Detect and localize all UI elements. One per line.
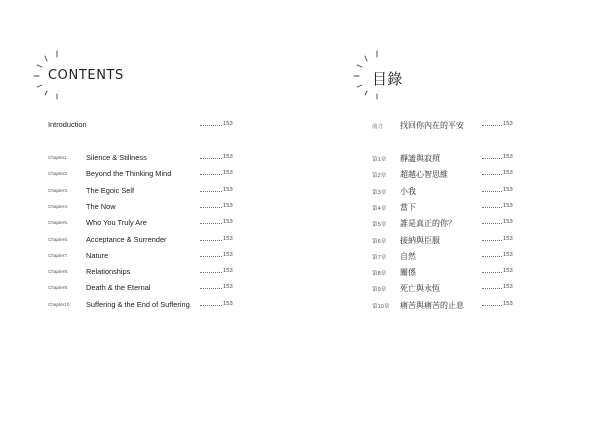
chapter-label: 第2章 xyxy=(372,173,387,180)
page-number: 153 xyxy=(223,300,233,307)
chapter-label: 第6章 xyxy=(372,238,387,245)
leader-dots xyxy=(482,223,502,224)
page-number: 153 xyxy=(223,268,233,275)
chapter-title: Death & the Eternal xyxy=(86,283,151,293)
chapter-label: 第9章 xyxy=(372,287,387,294)
page-number: 153 xyxy=(503,235,513,242)
toc-chapter-row[interactable] xyxy=(300,169,600,181)
chapter-title: Relationships xyxy=(86,267,131,277)
leader-dots xyxy=(200,191,222,192)
toc-chapter-row[interactable] xyxy=(300,218,600,230)
page-number: 153 xyxy=(223,284,233,291)
chapter-title: Suffering & the End of Suffering xyxy=(86,299,190,309)
chapter-title: 痛苦與痛苦的止息 xyxy=(400,300,464,310)
right-page xyxy=(300,0,600,426)
page-number: 153 xyxy=(503,170,513,177)
page-number: 153 xyxy=(503,219,513,226)
toc-chapter-row[interactable] xyxy=(300,235,600,247)
page-number: 153 xyxy=(503,300,513,307)
chapter-title: 小我 xyxy=(400,186,416,196)
toc-chapter-row[interactable] xyxy=(300,251,600,263)
leader-dots xyxy=(482,288,502,289)
page-number: 153 xyxy=(223,202,233,209)
page-number: 153 xyxy=(503,121,513,127)
toc-intro-row[interactable] xyxy=(0,120,300,132)
leader-dots xyxy=(200,174,222,175)
chapter-label: Chapter7. xyxy=(48,252,69,258)
chapter-label: 第10章 xyxy=(372,303,390,310)
chapter-label: 第4章 xyxy=(372,205,387,212)
toc-chapter-row[interactable] xyxy=(0,300,300,312)
toc-chapter-row[interactable] xyxy=(0,283,300,295)
toc-intro-title: 找回你內在的平安 xyxy=(400,121,464,130)
leader-dots xyxy=(482,158,502,159)
toc-chapter-row[interactable] xyxy=(300,153,600,165)
chapter-title: 誰是真正的你？ xyxy=(400,219,456,229)
toc-chapter-row[interactable] xyxy=(300,283,600,295)
page-number: 153 xyxy=(503,284,513,291)
leader-dots xyxy=(200,240,222,241)
page-number: 153 xyxy=(223,154,233,160)
page-number: 153 xyxy=(223,251,233,258)
page-number: 153 xyxy=(223,235,233,242)
chapter-title: 死亡與永恆 xyxy=(400,284,440,294)
chapter-label: Chapter8. xyxy=(48,269,69,275)
toc-chapter-row[interactable] xyxy=(0,218,300,230)
toc-chapter-row[interactable] xyxy=(300,267,600,279)
leader-dots xyxy=(482,240,502,241)
page-title: 目錄 xyxy=(372,70,403,88)
leader-dots xyxy=(482,272,502,273)
leader-dots xyxy=(200,207,222,208)
page-number: 153 xyxy=(503,186,513,193)
chapter-label: 第1章 xyxy=(372,157,387,163)
chapter-title: 接納與臣服 xyxy=(400,235,440,245)
page-number: 153 xyxy=(223,170,233,177)
page-number: 153 xyxy=(223,121,233,127)
toc-chapter-row[interactable] xyxy=(0,169,300,181)
chapter-title: 靜謐與寂照 xyxy=(400,154,440,163)
leader-dots xyxy=(482,305,502,306)
page-number: 153 xyxy=(503,202,513,209)
leader-dots xyxy=(482,207,502,208)
leader-dots xyxy=(482,191,502,192)
toc-intro-row[interactable] xyxy=(300,120,600,132)
chapter-title: 關係 xyxy=(400,268,416,278)
chapter-title: The Egoic Self xyxy=(86,185,135,195)
toc-chapter-row[interactable] xyxy=(0,202,300,214)
chapter-label: Chapter3. xyxy=(48,187,69,193)
leader-dots xyxy=(200,305,222,306)
chapter-label: Chapter9. xyxy=(48,285,69,291)
chapter-label: Chapter6. xyxy=(48,236,69,242)
toc-chapter-row[interactable] xyxy=(0,153,300,165)
leader-dots xyxy=(482,256,502,257)
chapter-label: Chapter4. xyxy=(48,203,69,209)
chapter-label: 第3章 xyxy=(372,189,387,196)
toc-chapter-row[interactable] xyxy=(0,251,300,263)
page-number: 153 xyxy=(223,186,233,193)
chapter-label: Chapter5. xyxy=(48,220,69,226)
page-number: 153 xyxy=(503,268,513,275)
chapter-title: Who You Truly Are xyxy=(86,218,147,228)
chapter-title: 超越心智思維 xyxy=(400,170,448,180)
leader-dots xyxy=(200,272,222,273)
toc-intro-label: 前言 xyxy=(372,124,384,130)
page-number: 153 xyxy=(503,154,513,160)
toc-chapter-row[interactable] xyxy=(300,300,600,312)
leader-dots xyxy=(200,223,222,224)
chapter-label: 第5章 xyxy=(372,222,387,229)
leader-dots xyxy=(200,288,222,289)
chapter-label: Chapter10. xyxy=(48,301,71,307)
chapter-label: 第7章 xyxy=(372,254,387,261)
toc-chapter-row[interactable] xyxy=(0,186,300,198)
page-number: 153 xyxy=(503,251,513,258)
page-title: CONTENTS xyxy=(48,68,124,83)
chapter-label: 第8章 xyxy=(372,271,387,278)
leader-dots xyxy=(200,256,222,257)
chapter-title: Nature xyxy=(86,250,109,260)
chapter-title: 自然 xyxy=(400,251,416,261)
toc-chapter-row[interactable] xyxy=(300,202,600,214)
chapter-title: The Now xyxy=(86,201,116,211)
toc-chapter-row[interactable] xyxy=(0,267,300,279)
leader-dots xyxy=(482,125,502,126)
toc-intro-title: Introduction xyxy=(48,120,87,129)
leader-dots xyxy=(482,174,502,175)
page-number: 153 xyxy=(223,219,233,226)
chapter-title: Silence & Stillness xyxy=(86,153,147,162)
chapter-label: Chapter2. xyxy=(48,171,69,177)
toc-chapter-row[interactable] xyxy=(300,186,600,198)
toc-chapter-row[interactable] xyxy=(0,235,300,247)
chapter-title: Acceptance & Surrender xyxy=(86,234,167,244)
chapter-title: Beyond the Thinking Mind xyxy=(86,169,172,179)
leader-dots xyxy=(200,125,222,126)
chapter-title: 當下 xyxy=(400,202,416,212)
chapter-label: Chapter1. xyxy=(48,155,69,160)
leader-dots xyxy=(200,158,222,159)
